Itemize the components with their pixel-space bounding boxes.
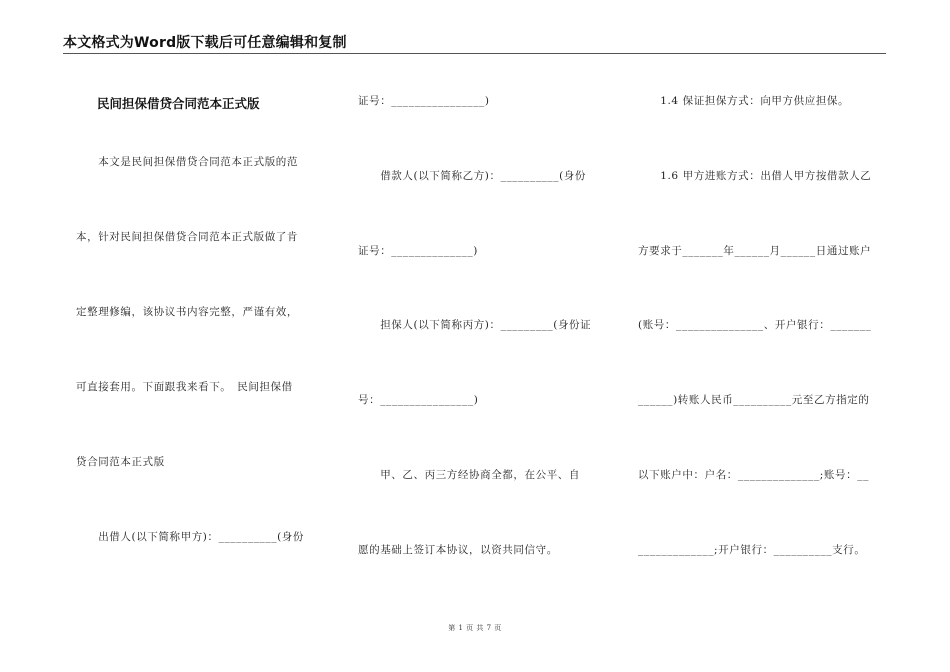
paragraph-line: 定整理修编，该协议书内容完整，严谨有效， [76, 306, 298, 318]
paragraph-line: 出借人(以下简称甲方)：__________(身份 [76, 531, 304, 543]
paragraph-line: 本，针对民间担保借贷合同范本正式版做了肯 [76, 231, 298, 243]
paragraph-line: 担保人(以下简称丙方)：_________(身份证 [358, 319, 592, 331]
paragraph-line: 证号：______________) [358, 245, 478, 257]
paragraph-line: 借款人(以下简称乙方)：__________(身份 [358, 170, 586, 182]
header-rule [63, 53, 886, 54]
paragraph-line: 方要求于_______年______月______日通过账户 [638, 245, 872, 257]
page-number: 第 1 页 共 7 页 [448, 624, 502, 632]
paragraph-line: 1.6 甲方进账方式：出借人甲方按借款人乙 [638, 170, 872, 182]
paragraph-line: 愿的基础上签订本协议，以资共同信守。 [358, 544, 558, 556]
paragraph-line: (账号：_______________、开户银行：_______ [638, 319, 872, 331]
document-header: 本文格式为Word版下载后可任意编辑和复制 [63, 35, 347, 51]
paragraph-line: 以下账户中：户名：______________;账号：__ [638, 469, 869, 481]
document-title: 民间担保借贷合同范本正式版 [97, 96, 260, 111]
paragraph-line: 甲、乙、丙三方经协商全都，在公平、自 [358, 469, 580, 481]
paragraph-line: 1.4 保证担保方式：向甲方供应担保。 [638, 95, 850, 107]
paragraph-line: 号：________________) [358, 394, 479, 406]
paragraph-line: _____________;开户银行：__________支行。 [638, 544, 866, 556]
paragraph-line: 本文是民间担保借贷合同范本正式版的范 [76, 156, 298, 168]
paragraph-line: 可直接套用。下面跟我来看下。 民间担保借 [76, 381, 293, 393]
paragraph-line: 贷合同范本正式版 [76, 456, 165, 468]
paragraph-line: ______)转账人民币__________元至乙方指定的 [638, 394, 870, 406]
paragraph-line: 证号：________________) [358, 95, 490, 107]
